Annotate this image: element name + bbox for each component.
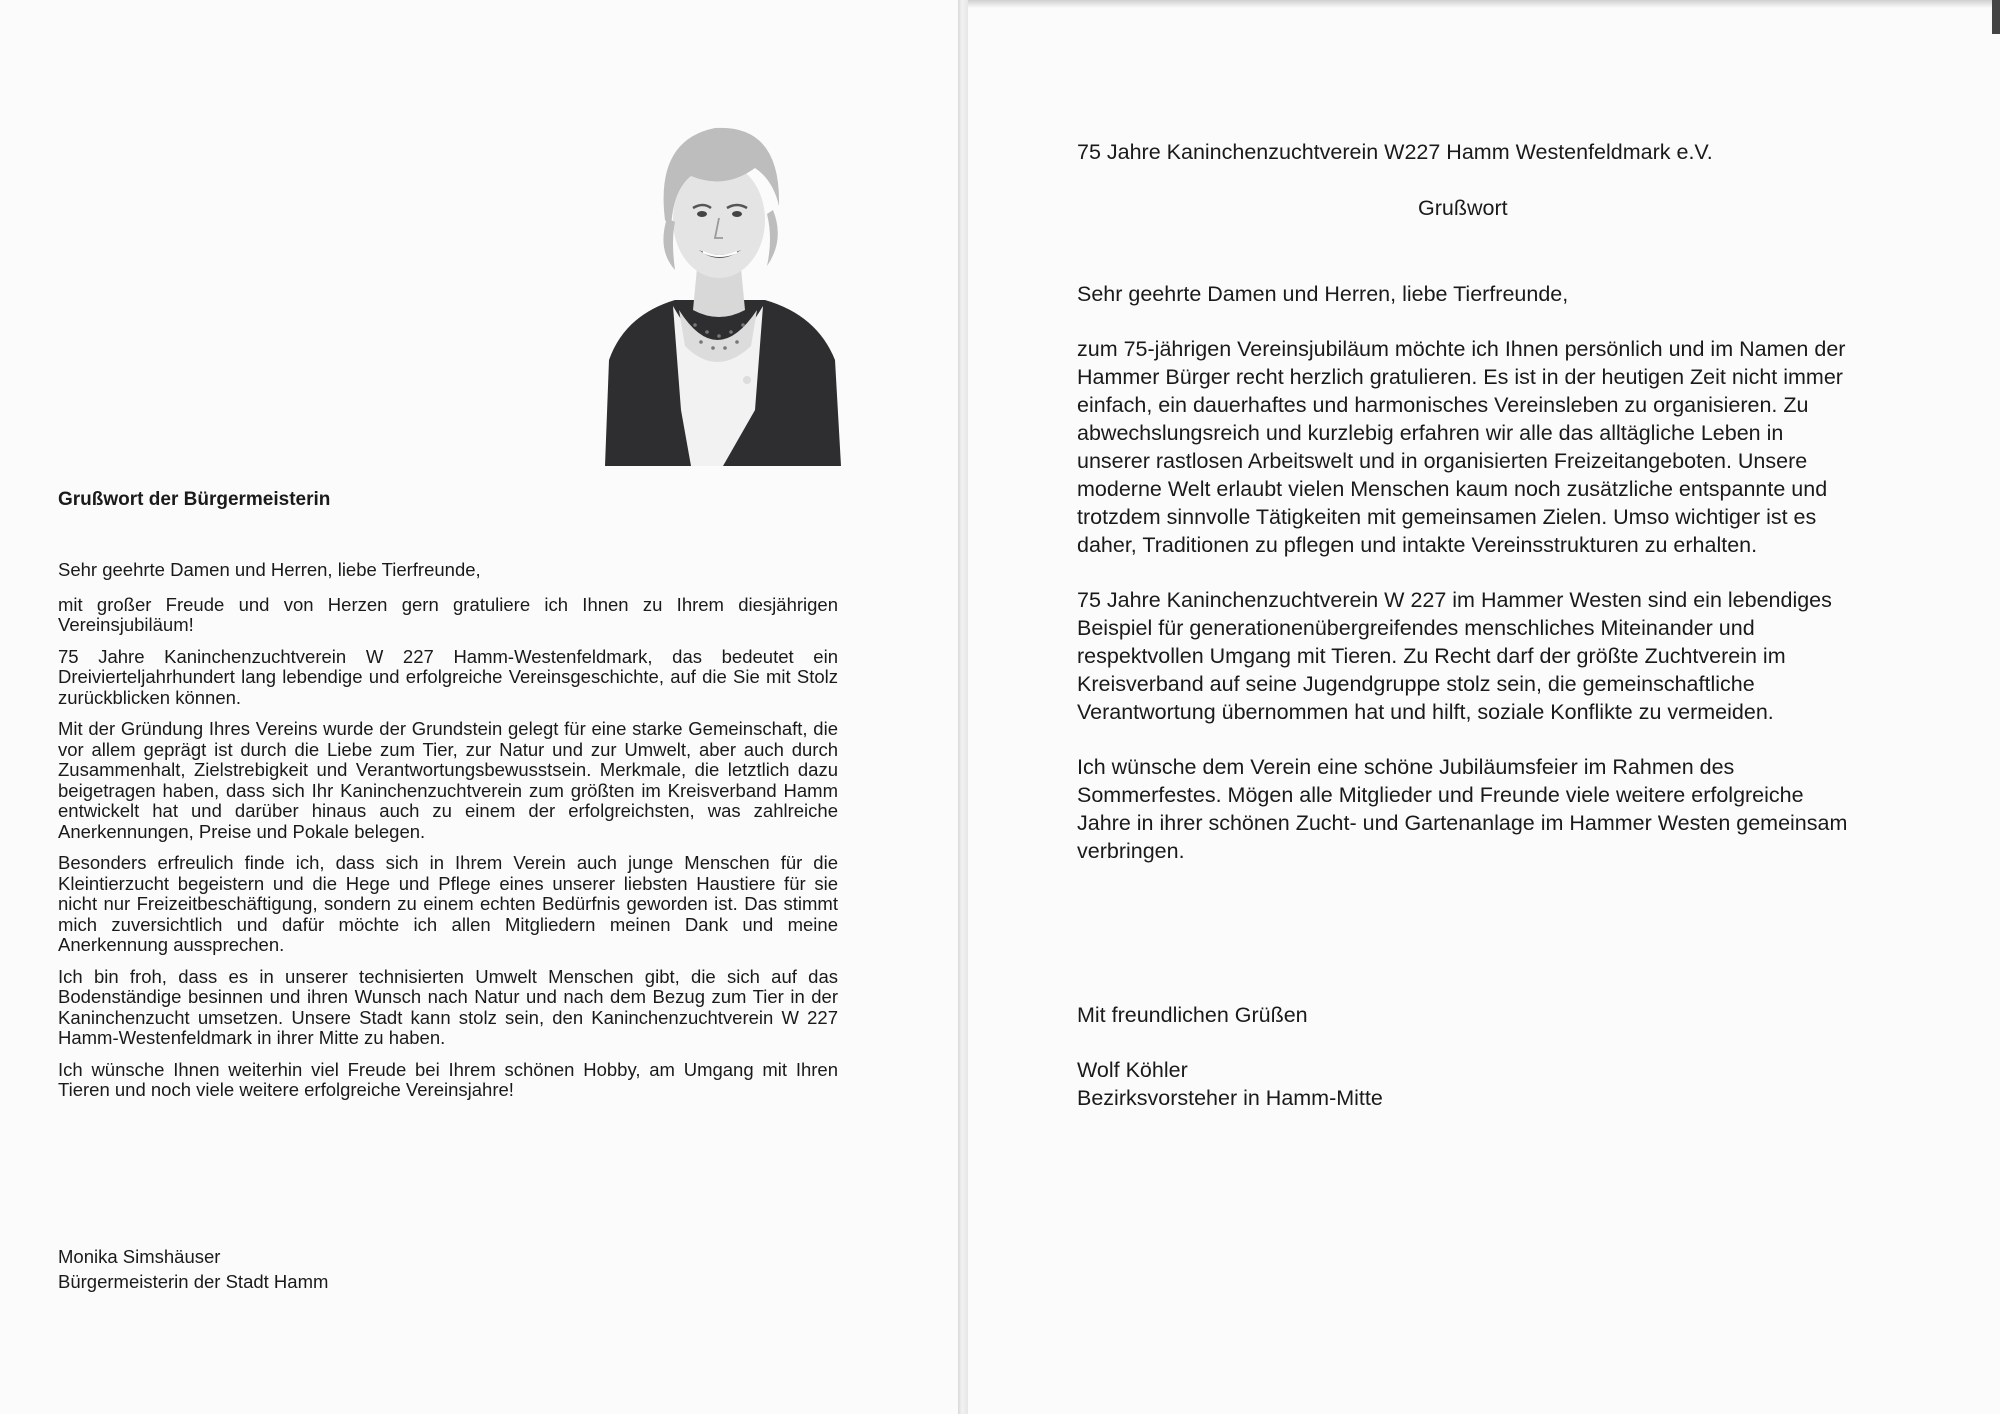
left-salutation: Sehr geehrte Damen und Herren, liebe Tierfreunde, <box>58 559 481 580</box>
right-page-body <box>1077 280 1857 892</box>
left-page <box>0 0 958 1414</box>
left-paragraph: 75 Jahre Kaninchenzuchtverein W 227 Hamm-Westenfeldmark, das bedeutet ein Dreivierteljahrhundert lang lebendige und erfolgreiche Vereinsgeschichte, auf die Sie mit Stolz zurückblicken können. <box>58 645 838 708</box>
portrait-photo <box>595 110 841 466</box>
left-signature <box>58 1244 328 1294</box>
right-paragraph: Ich wünsche dem Verein eine schöne Jubiläumsfeier im Rahmen des Sommerfestes. Mögen alle Mitglieder und Freunde viele weitere erfolgreiche Jahre in ihrer schönen Zucht- und Gartenanlage im Hammer Westen gemeinsam verbringen. <box>1077 755 1848 863</box>
right-salutation: Sehr geehrte Damen und Herren, liebe Tierfreunde, <box>1077 282 1569 306</box>
right-signature-name: Wolf Köhler <box>1077 1058 1188 1082</box>
left-signature-role: Bürgermeisterin der Stadt Hamm <box>58 1271 329 1292</box>
page-top-edge <box>968 0 2000 8</box>
left-paragraph: mit großer Freude und von Herzen gern gratuliere ich Ihnen zu Ihrem diesjährigen Vereinsjubiläum! <box>58 593 838 635</box>
right-page-title: 75 Jahre Kaninchenzuchtverein W227 Hamm Westenfeldmark e.V. <box>1077 140 1713 164</box>
left-paragraph: Ich bin froh, dass es in unserer technisierten Umwelt Menschen gibt, die sich auf das Bodenständige besinnen und ihren Wunsch nach Natur und nach dem Bezug zum Tier in der Kaninchenzucht umsetzen. Unsere Stadt kann stolz sein, den Kaninchenzuchtverein W 227 Hamm-Westenfeldmark in ihrer Mitte zu haben. <box>58 965 838 1048</box>
right-paragraph: zum 75-jährigen Vereinsjubiläum möchte ich Ihnen persönlich und im Namen der Hammer Bürger recht herzlich gratulieren. Es ist in der heutigen Zeit nicht immer einfach, ein dauerhaftes und harmonisches Vereinsleben zu organisieren. Zu abwechslungsreich und kurzlebig erfahren wir alle das alltägliche Leben in unserer rastlosen Arbeitswelt und in organisierten Freizeitangeboten. Unsere moderne Welt erlaubt vielen Menschen kaum noch zusätzliche entspannte und trotzdem sinnvolle Tätigkeiten mit gemeinsamen Zielen. Umso wichtiger ist es daher, Traditionen zu pflegen und intakte Vereinsstrukturen zu erhalten. <box>1077 337 1846 557</box>
right-page-subtitle: Grußwort <box>1418 196 1508 220</box>
left-page-heading: Grußwort der Bürgermeisterin <box>58 489 331 510</box>
left-paragraph: Besonders erfreulich finde ich, dass sich in Ihrem Verein auch junge Menschen für die Kleintierzucht begeistern und die Hege und Pflege eines unserer liebsten Haustiere für sie nicht nur Freizeitbeschäftigung, sondern zu einem echten Bedürfnis geworden ist. Das stimmt mich zuversichtlich und dafür möchte ich allen Mitgliedern meinen Dank und meine Anerkennung aussprechen. <box>58 852 838 955</box>
left-page-body <box>58 560 838 1112</box>
left-paragraph: Ich wünsche Ihnen weiterhin viel Freude bei Ihrem schönen Hobby, am Umgang mit Ihren Tieren und noch viele weitere erfolgreiche Vereinsjahre! <box>58 1058 838 1100</box>
right-paragraph: 75 Jahre Kaninchenzuchtverein W 227 im Hammer Westen sind ein lebendiges Beispiel für generationenübergreifendes menschliches Miteinander und respektvollen Umgang mit Tieren. Zu Recht darf der größte Zuchtverein im Kreisverband auf seine Jugendgruppe stolz sein, die gemeinschaftliche Verantwortung übernommen hat und hilft, soziale Konflikte zu vermeiden. <box>1077 588 1832 724</box>
right-signature <box>1077 1001 1383 1112</box>
right-signature-role: Bezirksvorsteher in Hamm-Mitte <box>1077 1086 1383 1110</box>
left-paragraph: Mit der Gründung Ihres Vereins wurde der Grundstein gelegt für eine starke Gemeinschaft, die vor allem geprägt ist durch die Liebe zum Tier, zur Natur und zur Umwelt, aber auch durch Zusammenhalt, Zielstrebigkeit und Verantwortungsbewusstsein. Merkmale, die letztlich dazu beigetragen haben, dass sich Ihr Kaninchenzuchtverein zum größten im Kreisverband Hamm entwickelt hat und darüber hinaus auch zu einem der erfolgreichsten, was zahlreiche Anerkennungen, Preise und Pokale belegen. <box>58 718 838 842</box>
left-signature-name: Monika Simshäuser <box>58 1246 221 1267</box>
right-closing: Mit freundlichen Grüßen <box>1077 1003 1308 1027</box>
scan-corner-mark <box>1992 0 2000 34</box>
book-gutter <box>958 0 968 1414</box>
